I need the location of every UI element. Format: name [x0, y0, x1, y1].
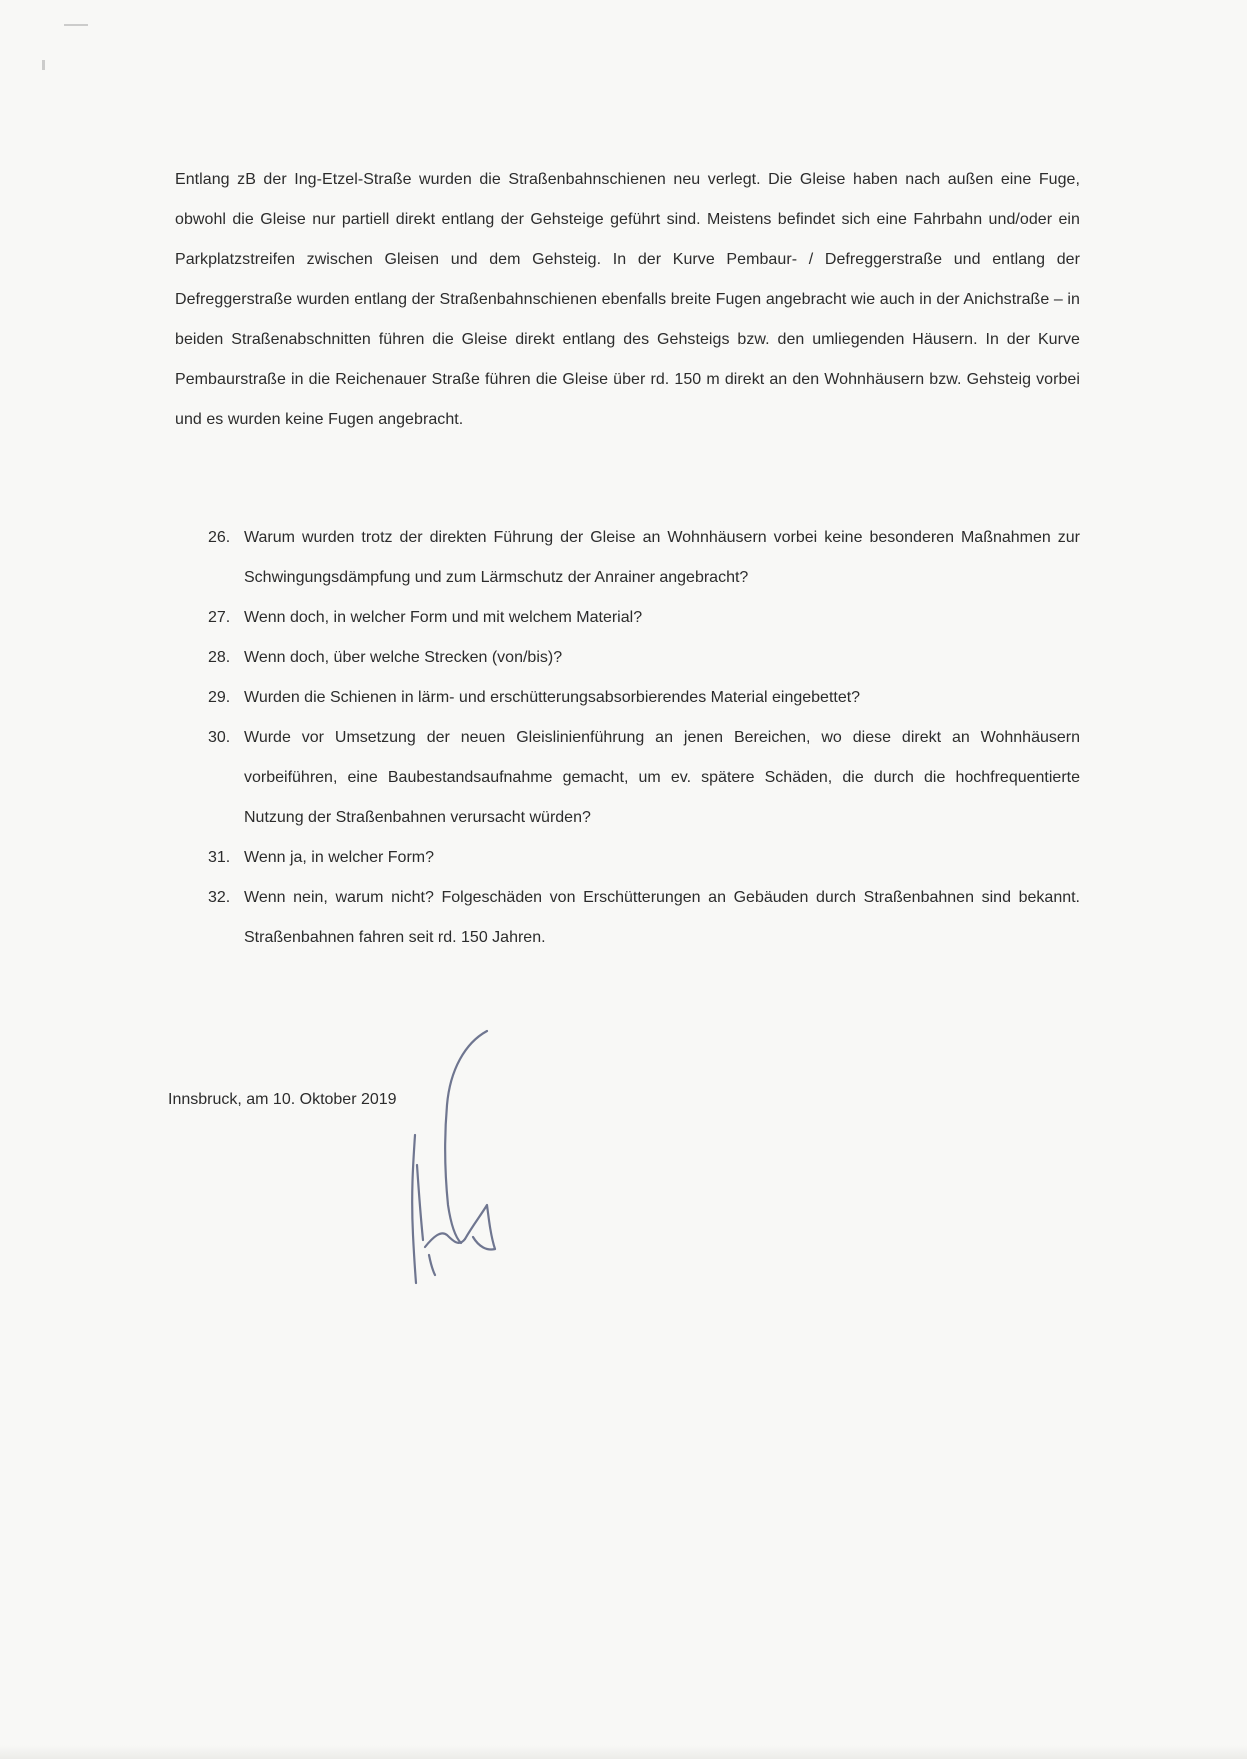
handwritten-signature	[395, 1025, 525, 1305]
question-text: Wenn doch, über welche Strecken (von/bis)?	[244, 649, 563, 666]
question-text: Wenn doch, in welcher Form und mit welchem Material?	[244, 609, 643, 626]
question-item	[208, 718, 1080, 838]
scan-artifact	[42, 60, 45, 70]
scan-artifact	[64, 24, 88, 26]
question-item	[208, 598, 1080, 638]
question-number: 31.	[208, 849, 231, 866]
question-item	[208, 678, 1080, 718]
question-text: Wenn nein, warum nicht? Folgeschäden von Erschütterungen an Gebäuden durch Straßenbahnen sind bekannt. Straßenbahnen fahren seit rd. 150 Jahren.	[244, 889, 1080, 946]
question-number: 29.	[208, 689, 231, 706]
question-item	[208, 838, 1080, 878]
question-number: 32.	[208, 889, 231, 906]
question-item	[208, 638, 1080, 678]
place-date-line: Innsbruck, am 10. Oktober 2019	[168, 1091, 397, 1108]
question-number: 28.	[208, 649, 231, 666]
question-item	[208, 878, 1080, 958]
question-text: Wurde vor Umsetzung der neuen Gleislinienführung an jenen Bereichen, wo diese direkt an Wohnhäusern vorbeiführen, eine Baubestandsaufnahme gemacht, um ev. spätere Schäden, die durch die hochfrequentierte Nutzung der Straßenbahnen verursacht würden?	[244, 729, 1080, 826]
question-item	[208, 518, 1080, 598]
question-text: Warum wurden trotz der direkten Führung der Gleise an Wohnhäusern vorbei keine besonderen Maßnahmen zur Schwingungsdämpfung und zum Lärmschutz der Anrainer angebracht?	[244, 529, 1080, 586]
question-number: 26.	[208, 529, 231, 546]
question-text: Wenn ja, in welcher Form?	[244, 849, 434, 866]
body-paragraph: Entlang zB der Ing-Etzel-Straße wurden die Straßenbahnschienen neu verlegt. Die Gleise haben nach außen eine Fuge, obwohl die Gleise nur partiell direkt entlang der Gehsteige geführt sind. Meistens befindet sich eine Fahrbahn und/oder ein Parkplatzstreifen zwischen Gleisen und dem Gehsteig. In der Kurve Pembaur- / Defreggerstraße und entlang der Defreggerstraße wurden entlang der Straßenbahnschienen ebenfalls breite Fugen angebracht wie auch in der Anichstraße – in beiden Straßenabschnitten führen die Gleise direkt entlang des Gehsteigs bzw. den umliegenden Häusern. In der Kurve Pembaurstraße in die Reichenauer Straße führen die Gleise über rd. 150 m direkt an den Wohnhäusern bzw. Gehsteig vorbei und es wurden keine Fugen angebracht.	[175, 171, 1080, 428]
question-number: 27.	[208, 609, 231, 626]
page-bottom-edge	[0, 1745, 1247, 1759]
question-number: 30.	[208, 729, 231, 746]
question-list	[208, 518, 1080, 958]
question-text: Wurden die Schienen in lärm- und erschütterungsabsorbierendes Material eingebettet?	[244, 689, 861, 706]
